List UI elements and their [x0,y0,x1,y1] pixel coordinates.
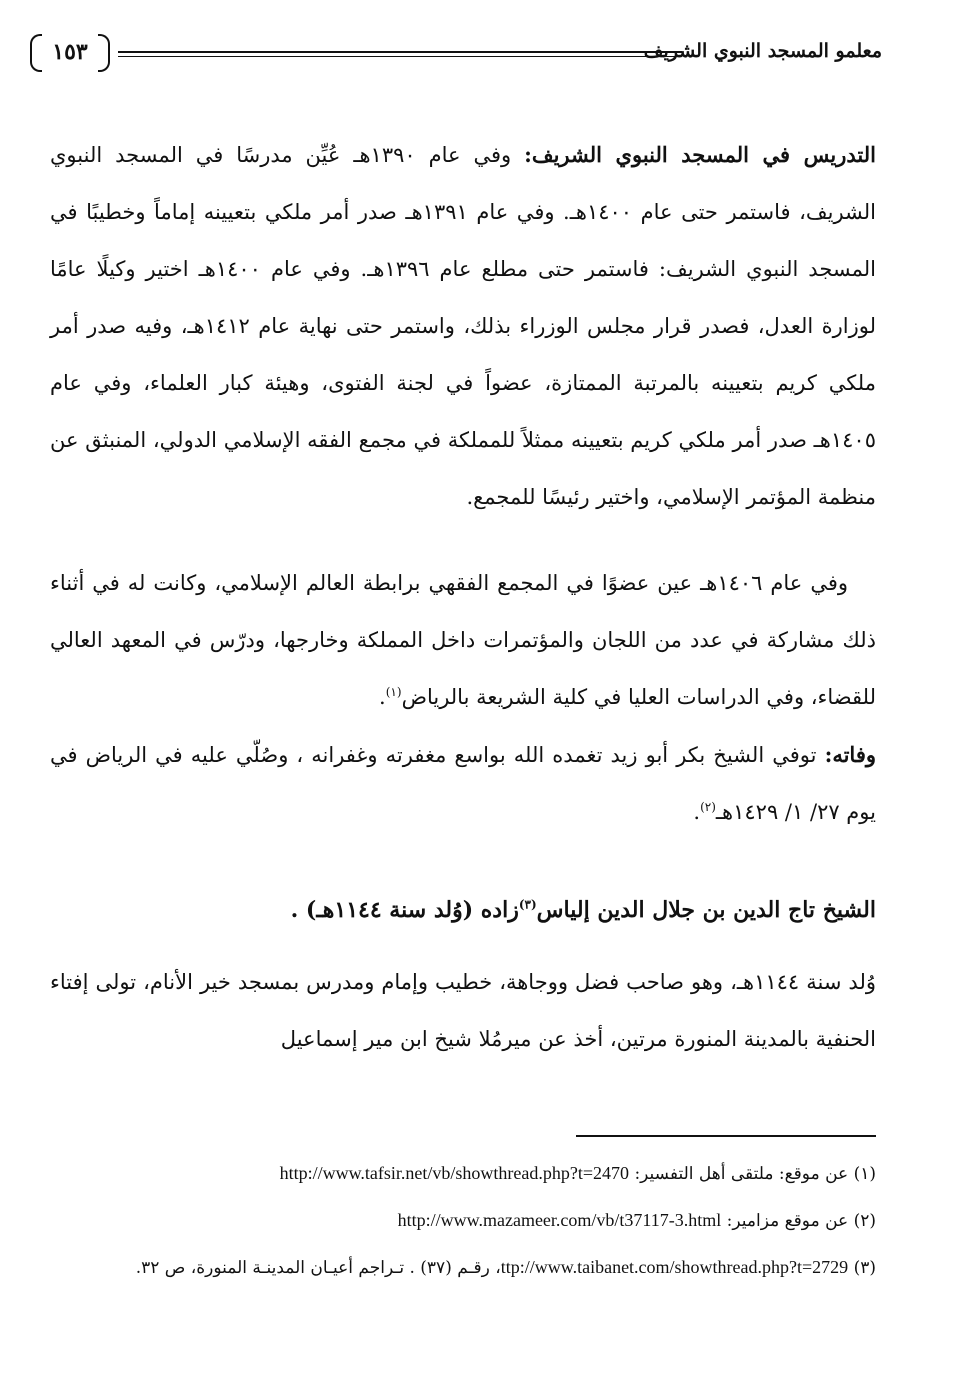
page-number [30,32,110,72]
paragraph-text: وفي عام ١٣٩٠هـ عُيِّن مدرسًا في المسجد النبوي الشريف، فاستمر حتى عام ١٤٠٠هـ. وفي عام ١٣٩١هـ صدر أمر ملكي بتعيينه إماماً وخطيبًا في المسجد النبوي الشريف: فاستمر حتى مطلع عام ١٣٩٦هـ. وفي عام ١٤٠٠هـ اختير وكيلًا عامًا لوزارة العدل، فصدر قرار مجلس الوزراء بذلك، واستمر حتى نهاية عام ١٤١٢هـ، وفيه صدر أمر ملكي كريم بتعيينه بالمرتبة الممتازة، عضواً في لجنة الفتوى، وهيئة كبار العلماء، وفي عام ١٤٠٥هـ صدر أمر ملكي كريم بتعيينه ممثلاً للمملكة في مجمع الفقه الإسلامي الدولي، المنبثق عن منظمة المؤتمر الإسلامي، واختير رئيسًا للمجمع. [50,143,876,509]
paragraph-text: وفي عام ١٤٠٦هـ عين عضوًا في المجمع الفقهي برابطة العالم الإسلامي، وكانت له في أثناء ذلك مشاركة في عدد من اللجان والمؤتمرات داخل المملكة وخارجها، ودرّس في المعهد العالي للقضاء، وفي الدراسات العليا في كلية الشريعة بالرياض [50,571,876,709]
footnote-number: (١) [853,1164,876,1184]
footnote-url[interactable]: http://www.mazameer.com/vb/t37117-3.html [397,1210,722,1230]
footnote-url[interactable]: ttp://www.taibanet.com/showthread.php?t=2729 [500,1257,849,1277]
punctuation: . [693,800,701,824]
footnotes [50,1156,876,1297]
footnote-ref-3: (٣) [518,897,537,912]
footnote-2 [50,1203,876,1238]
footnote-ref-2: (٢) [700,800,716,814]
paragraph-teaching [50,126,876,526]
footnote-text: عن موقع: ملتقى أهل التفسير: [634,1164,849,1184]
paragraph-text: وُلد سنة ١١٤٤هـ، وهو صاحب فضل ووجاهة، خطيب وإمام ومدرس بمسجد خير الأنام، تولى إفتاء الحنفية بالمدينة المنورة مرتين، أخذ عن ميرمُلا شيخ ابن مير إسماعيل [50,970,876,1051]
page-header [30,32,882,80]
section-lead-death: وفاته: [824,742,876,767]
section-lead-teaching: التدريس في المسجد النبوي الشريف: [524,142,876,167]
footnote-ref-1: (١) [385,685,402,699]
punctuation: . [379,685,386,709]
paragraph-biography [50,954,876,1068]
heading-birth: زاده (وُلد سنة ١١٤٤هـ) . [290,897,519,923]
footnote-number: (٢) [853,1211,876,1231]
page-number-text: ١٥٣ [52,39,88,65]
footnote-url[interactable]: http://www.tafsir.net/vb/showthread.php?t=2470 [279,1163,630,1183]
running-title: معلمو المسجد النبوي الشريف [643,40,882,62]
page-number-bracket-right [98,34,110,72]
page-number-bracket-left [30,34,42,72]
heading-name: الشيخ تاج الدين بن جلال الدين إلياس [536,897,876,923]
footnote-separator [576,1135,876,1137]
paragraph-death [50,726,876,841]
footnote-text: عن موقع مزامير: [726,1211,849,1231]
footnote-3 [50,1250,876,1285]
header-rule [118,51,682,57]
paragraph-membership [50,555,876,726]
footnote-number: (٣) [853,1258,876,1278]
footnote-text: ، رقـم (٣٧) . تـراجم أعيـان المدينـة المنورة، ص ٣٢. [135,1258,501,1278]
footnote-1 [50,1156,876,1191]
paragraph-text: توفي الشيخ بكر أبو زيد تغمده الله بواسع مغفرته وغفرانه ، وصُلّي عليه في الرياض في يوم ٢٧/ ١/ ١٤٢٩هـ [50,743,876,824]
biography-heading [50,890,876,930]
